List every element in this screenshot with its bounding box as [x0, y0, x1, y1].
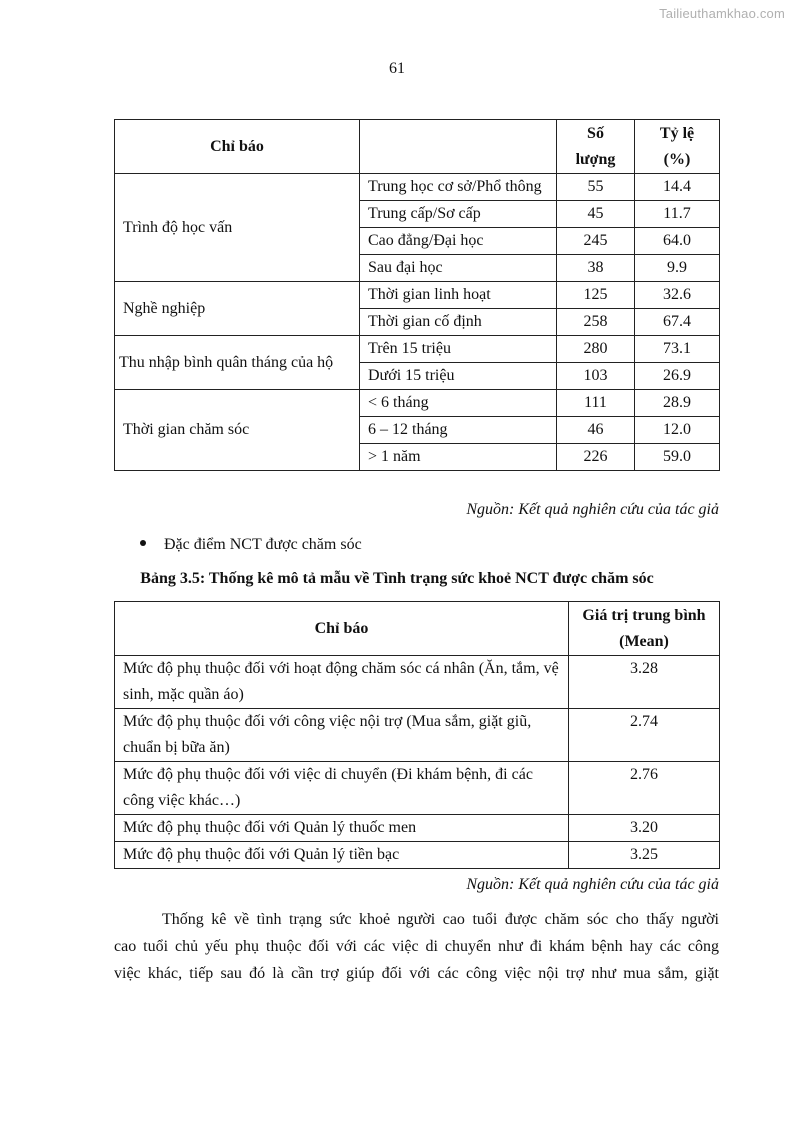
group-care-duration: Thời gian chăm sóc — [115, 390, 360, 471]
demographics-table — [114, 119, 720, 471]
row-count: 125 — [557, 282, 635, 309]
row-mean: 3.28 — [569, 656, 720, 709]
row-percent: 64.0 — [635, 228, 720, 255]
header-count-line2: lượng — [575, 150, 616, 168]
row-count: 245 — [557, 228, 635, 255]
row-label: Sau đại học — [360, 255, 557, 282]
row-label: < 6 tháng — [360, 390, 557, 417]
page-number: 61 — [389, 60, 405, 77]
row-label: Thời gian linh hoạt — [360, 282, 557, 309]
body-paragraph — [114, 906, 719, 987]
header-indicator: Chỉ báo — [115, 602, 569, 656]
header-indicator: Chỉ báo — [115, 120, 360, 174]
row-count: 103 — [557, 363, 635, 390]
row-label: Mức độ phụ thuộc đối với công việc nội trợ (Mua sắm, giặt giũ, chuẩn bị bữa ăn) — [115, 709, 569, 762]
header-mean-line1: Giá trị trung bình — [582, 606, 706, 624]
table-row — [115, 842, 720, 869]
table2-caption: Bảng 3.5: Thống kê mô tả mẫu về Tình trạng sức khoẻ NCT được chăm sóc — [140, 570, 654, 587]
row-label: > 1 năm — [360, 444, 557, 471]
row-label: Dưới 15 triệu — [360, 363, 557, 390]
row-mean: 3.25 — [569, 842, 720, 869]
row-percent: 32.6 — [635, 282, 720, 309]
paragraph-line: Thống kê về tình trạng sức khoẻ người cao tuổi được chăm sóc cho thấy người — [162, 911, 719, 928]
row-label: Mức độ phụ thuộc đối với Quản lý tiền bạc — [115, 842, 569, 869]
row-count: 111 — [557, 390, 635, 417]
row-mean: 2.76 — [569, 762, 720, 815]
row-percent: 28.9 — [635, 390, 720, 417]
table-row — [115, 815, 720, 842]
row-count: 226 — [557, 444, 635, 471]
watermark: Tailieuthamkhao.com — [659, 6, 785, 21]
row-count: 258 — [557, 309, 635, 336]
row-label: Trên 15 triệu — [360, 336, 557, 363]
header-mean — [569, 602, 720, 656]
row-mean: 3.20 — [569, 815, 720, 842]
table-row — [115, 174, 720, 201]
row-label: Mức độ phụ thuộc đối với việc di chuyển (Đi khám bệnh, đi các công việc khác…) — [115, 762, 569, 815]
row-count: 280 — [557, 336, 635, 363]
row-label: Trung cấp/Sơ cấp — [360, 201, 557, 228]
row-percent: 9.9 — [635, 255, 720, 282]
header-percent — [635, 120, 720, 174]
group-income: Thu nhập bình quân tháng của hộ — [115, 336, 360, 390]
source-note-1: Nguồn: Kết quả nghiên cứu của tác giả — [466, 501, 719, 518]
table-row — [115, 709, 720, 762]
header-percent-line1: Tỷ lệ — [659, 124, 695, 142]
row-label: Cao đẳng/Đại học — [360, 228, 557, 255]
header-mean-line2: (Mean) — [619, 632, 669, 650]
table-row — [115, 390, 720, 417]
row-percent: 12.0 — [635, 417, 720, 444]
paragraph-line: việc khác, tiếp sau đó là cần trợ giúp đối với các công việc nội trợ như mua sắm, giặt — [114, 965, 719, 982]
row-count: 46 — [557, 417, 635, 444]
row-label: Mức độ phụ thuộc đối với Quản lý thuốc men — [115, 815, 569, 842]
row-count: 55 — [557, 174, 635, 201]
bullet-text: Đặc điểm NCT được chăm sóc — [164, 536, 362, 553]
table-row — [115, 336, 720, 363]
table-row — [115, 762, 720, 815]
bullet-icon — [140, 540, 146, 546]
header-count-line1: Số — [587, 124, 604, 142]
table-row — [115, 656, 720, 709]
table-header-row — [115, 120, 720, 174]
row-label: Trung học cơ sở/Phổ thông — [360, 174, 557, 201]
row-mean: 2.74 — [569, 709, 720, 762]
row-percent: 14.4 — [635, 174, 720, 201]
row-label: Mức độ phụ thuộc đối với hoạt động chăm sóc cá nhân (Ăn, tắm, vệ sinh, mặc quần áo) — [115, 656, 569, 709]
table-header-row — [115, 602, 720, 656]
row-count: 38 — [557, 255, 635, 282]
paragraph-line: cao tuổi chủ yếu phụ thuộc đối với các việc di chuyển như đi khám bệnh hay các công — [114, 938, 719, 955]
row-percent: 73.1 — [635, 336, 720, 363]
health-status-table — [114, 601, 720, 869]
row-percent: 67.4 — [635, 309, 720, 336]
header-percent-line2: (%) — [663, 150, 691, 168]
source-note-2: Nguồn: Kết quả nghiên cứu của tác giả — [466, 876, 719, 893]
row-percent: 26.9 — [635, 363, 720, 390]
row-percent: 59.0 — [635, 444, 720, 471]
row-label: Thời gian cố định — [360, 309, 557, 336]
row-percent: 11.7 — [635, 201, 720, 228]
header-empty — [360, 120, 557, 174]
row-label: 6 – 12 tháng — [360, 417, 557, 444]
bullet-item — [140, 536, 362, 554]
group-education: Trình độ học vấn — [115, 174, 360, 282]
header-count — [557, 120, 635, 174]
row-count: 45 — [557, 201, 635, 228]
table-row — [115, 282, 720, 309]
group-occupation: Nghề nghiệp — [115, 282, 360, 336]
